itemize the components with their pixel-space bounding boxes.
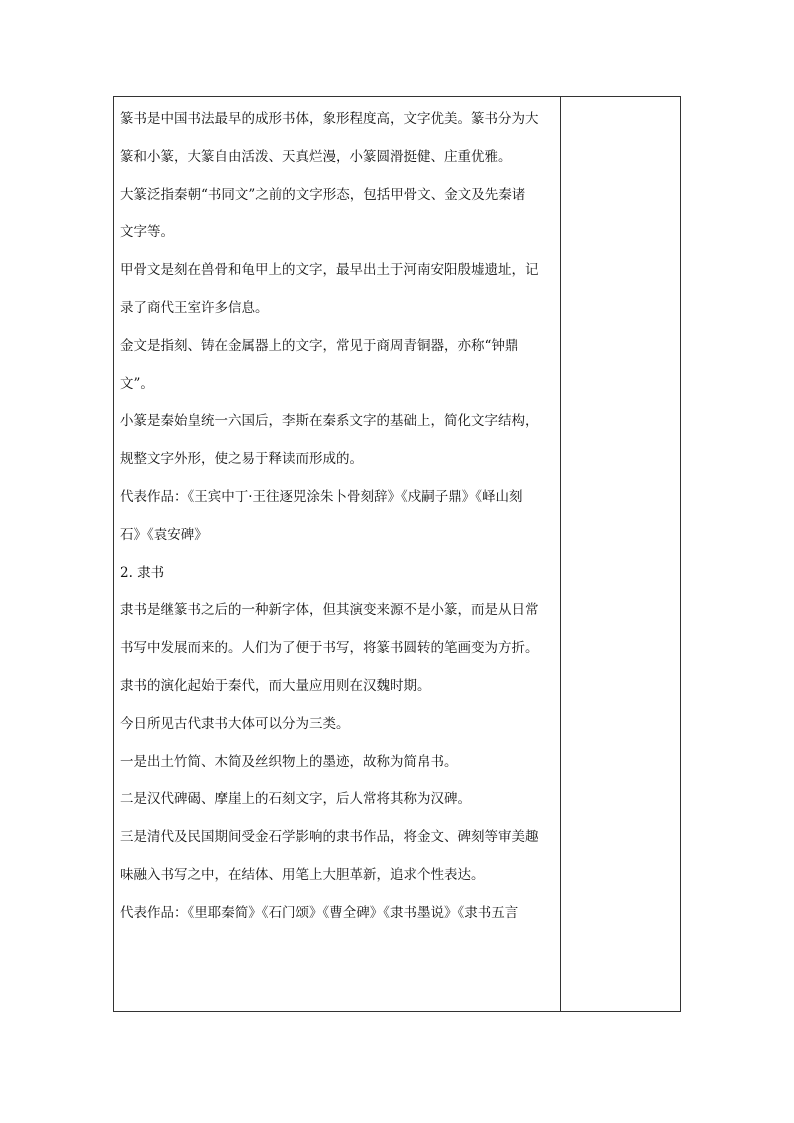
- document-table: [113, 96, 681, 1012]
- text-line: 今日所见古代隶书大体可以分为三类。: [120, 715, 350, 732]
- text-line: 隶书的演化起始于秦代，而大量应用则在汉魏时期。: [120, 678, 431, 694]
- text-line: 二是汉代碑碣、摩崖上的石刻文字，后人常将其称为汉碑。: [120, 791, 471, 808]
- text-line: 规整文字外形，使之易于释读而形成的。: [120, 451, 363, 468]
- notes-cell: [561, 97, 680, 1011]
- text-line: 篆书是中国书法最早的成形书体，象形程度高，文字优美。篆书分为大: [120, 111, 539, 127]
- text-line: 书写中发展而来的。人们为了便于书写，将篆书圆转的笔画变为方折。: [120, 640, 539, 657]
- text-line: 代表作品：《里耶秦简》《石门颂》《曹全碑》《隶书墨说》《隶书五言: [120, 904, 519, 921]
- text-line: 甲骨文是刻在兽骨和龟甲上的文字，最早出土于河南安阳殷墟遗址，记: [120, 262, 539, 279]
- text-line: 一是出土竹简、木简及丝织物上的墨迹，故称为简帛书。: [120, 753, 458, 770]
- text-line: 文”。: [120, 375, 154, 392]
- text-line: 三是清代及民国期间受金石学影响的隶书作品，将金文、碑刻等审美趣: [120, 829, 539, 846]
- text-line: 篆和小篆，大篆自由活泼、天真烂漫，小篆圆滑挺健、庄重优雅。: [120, 148, 512, 165]
- text-line: 大篆泛指秦朝“书同文”之前的文字形态，包括甲骨文、金文及先秦诸: [120, 186, 526, 203]
- text-line: 隶书是继篆书之后的一种新字体，但其演变来源不是小篆，而是从日常: [120, 602, 539, 619]
- text-line: 金文是指刻、铸在金属器上的文字，常见于商周青铜器，亦称“钟鼎: [120, 337, 519, 354]
- text-line: 2. 隶书: [120, 564, 165, 581]
- text-line: 代表作品：《王宾中丁·王往逐兕涂朱卜骨刻辞》《戍嗣子鼎》《峄山刻: [120, 489, 523, 505]
- content-cell: [114, 97, 561, 1011]
- text-line: 录了商代王室许多信息。: [120, 300, 269, 316]
- text-line: 味融入书写之中，在结体、用笔上大胆革新，追求个性表达。: [120, 867, 485, 883]
- text-line: 小篆是秦始皇统一六国后，李斯在秦系文字的基础上，简化文字结构，: [120, 413, 539, 430]
- text-line: 石》《袁安碑》: [120, 526, 208, 543]
- text-line: 文字等。: [120, 224, 174, 241]
